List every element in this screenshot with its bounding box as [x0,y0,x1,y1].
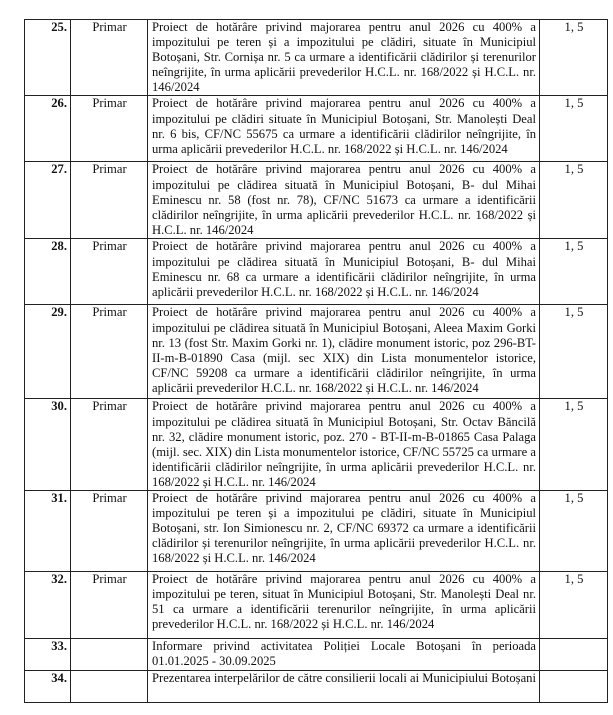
item-commissions: 1, 5 [540,96,608,162]
item-title: Proiect de hotărâre privind majorarea pentru anul 2026 cu 400% a impozitului pe clădirea situată în Municipiul Botoșani, B- dul Mihai Eminescu nr. 68 ca urmare a identificării clădirilor neîngrijite, în urma aplicării prevederilor H.C.L. nr. 168/2022 și H.C.L. nr. 146/2024 [148,239,540,305]
table-row [25,572,608,639]
item-title: Informare privind activitatea Poliției Locale Botoșani în perioada 01.01.2025 - 30.09.2025 [148,639,540,671]
item-initiator: Primar [71,491,148,572]
item-commissions [540,671,608,703]
item-number: 28. [25,239,71,305]
item-number: 26. [25,96,71,162]
item-number: 32. [25,572,71,639]
table-row [25,96,608,162]
item-number: 33. [25,639,71,671]
item-commissions: 1, 5 [540,20,608,96]
item-number: 25. [25,20,71,96]
item-number: 34. [25,671,71,703]
agenda-table [24,19,608,703]
item-title: Proiect de hotărâre privind majorarea pentru anul 2026 cu 400% a impozitului pe teren și a impozitului pe clădiri, situate în Municipiul Botoșani, str. Ion Simionescu nr. 2, CF/NC 69372 ca urmare a identificării clădirilor și terenurilor neîngrijite, în urma aplicării prevederilor H.C.L. nr. 168/2022 și H.C.L. nr. 146/2024 [148,491,540,572]
item-title: Proiect de hotărâre privind majorarea pentru anul 2026 cu 400% a impozitului pe clădirea situată în Municipiul Botoșani, Str. Octav Băncilă nr. 32, clădire monument istoric, poz. 270 - BT-II-m-B-01865 Casa Palaga (mijl. sec. XIX) din Lista monumentelor istorice, CF/NC 55725 ca urmare a identificării clădirilor neîngrijite, în urma aplicării prevederilor H.C.L. nr. 168/2022 și H.C.L. nr. 146/2024 [148,399,540,491]
item-initiator [71,671,148,703]
item-initiator: Primar [71,162,148,239]
item-commissions: 1, 5 [540,305,608,399]
table-row [25,20,608,96]
item-initiator [71,639,148,671]
item-title: Proiect de hotărâre privind majorarea pentru anul 2026 cu 400% a impozitului pe clădiri situate în Municipiul Botoșani, Str. Manolești Deal nr. 6 bis, CF/NC 55675 ca urmare a identificării clădirilor neîngrijite, în urma aplicării prevederilor H.C.L. nr. 168/2022 și H.C.L. nr. 146/2024 [148,96,540,162]
item-initiator: Primar [71,305,148,399]
table-row [25,399,608,491]
item-initiator: Primar [71,399,148,491]
item-commissions: 1, 5 [540,399,608,491]
item-number: 31. [25,491,71,572]
table-row [25,162,608,239]
table-row [25,671,608,703]
item-number: 27. [25,162,71,239]
table-row [25,491,608,572]
item-title: Proiect de hotărâre privind majorarea pentru anul 2026 cu 400% a impozitului pe clădirea situată în Municipiul Botoșani, Aleea Maxim Gorki nr. 13 (fost Str. Maxim Gorki nr. 1), clădire monument istoric, poz 296-BT-II-m-B-01890 Casa (mijl. sec XIX) din Lista monumentelor istorice, CF/NC 59208 ca urmare a identificării clădirilor neîngrijite, în urma aplicării prevederilor H.C.L. nr. 168/2022 și H.C.L. nr. 146/2024 [148,305,540,399]
item-commissions [540,639,608,671]
item-number: 30. [25,399,71,491]
item-commissions: 1, 5 [540,162,608,239]
item-title: Proiect de hotărâre privind majorarea pentru anul 2026 cu 400% a impozitului pe teren și a impozitului pe clădiri, situate în Municipiul Botoșani, Str. Cornișa nr. 5 ca urmare a identificării clădirilor și terenurilor neîngrijite, în urma aplicării prevederilor H.C.L. nr. 168/2022 și H.C.L. nr. 146/2024 [148,20,540,96]
item-initiator: Primar [71,96,148,162]
item-commissions: 1, 5 [540,491,608,572]
item-number: 29. [25,305,71,399]
table-row [25,639,608,671]
table-row [25,239,608,305]
item-title: Proiect de hotărâre privind majorarea pentru anul 2026 cu 400% a impozitului pe clădirea situată în Municipiul Botoșani, B- dul Mihai Eminescu nr. 58 (fost nr. 78), CF/NC 51673 ca urmare a identificării clădirilor neîngrijite, în urma aplicării prevederilor H.C.L. nr. 168/2022 și H.C.L. nr. 146/2024 [148,162,540,239]
item-commissions: 1, 5 [540,239,608,305]
item-title: Prezentarea interpelărilor de către consilierii locali ai Municipiului Botoșani [148,671,540,703]
item-initiator: Primar [71,239,148,305]
item-commissions: 1, 5 [540,572,608,639]
item-initiator: Primar [71,20,148,96]
item-initiator: Primar [71,572,148,639]
table-row [25,305,608,399]
item-title: Proiect de hotărâre privind majorarea pentru anul 2026 cu 400% a impozitului pe teren, situat în Municipiul Botoșani, Str. Manolești Deal nr. 51 ca urmare a identificării terenurilor neîngrijite, în urma aplicării prevederilor H.C.L. nr. 168/2022 și H.C.L. nr. 146/2024 [148,572,540,639]
